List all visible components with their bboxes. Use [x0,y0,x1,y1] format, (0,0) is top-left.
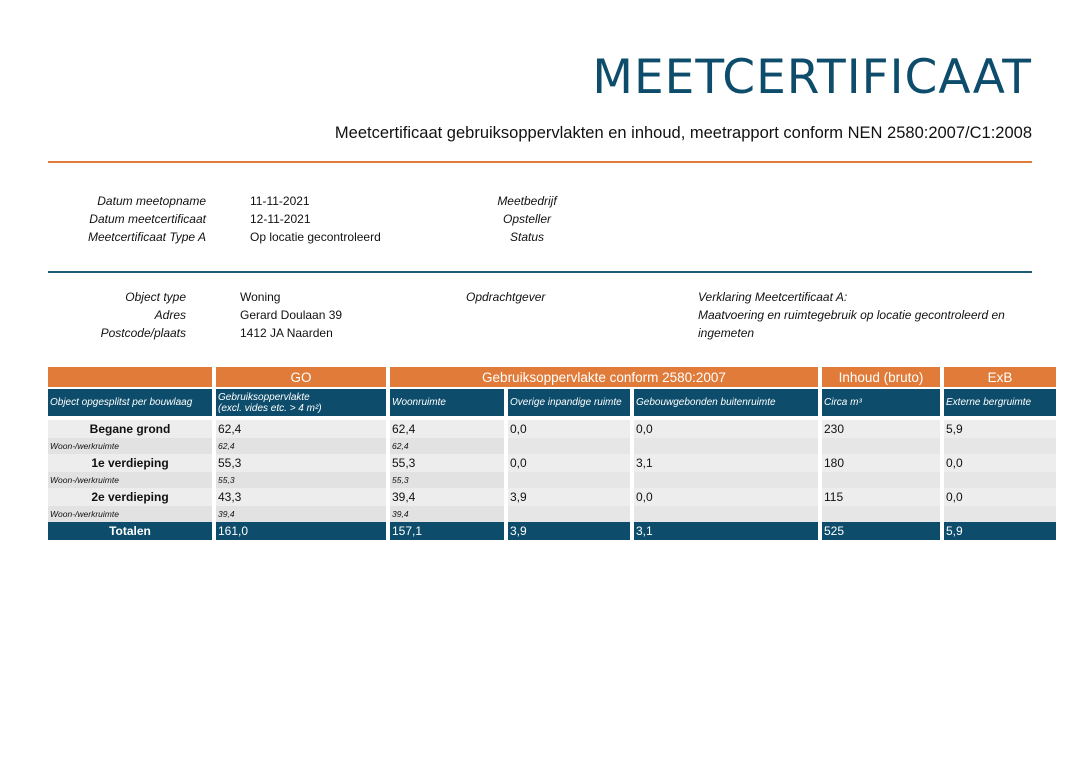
sub-woon: 39,4 [390,506,504,522]
total-buiten: 3,1 [634,522,818,540]
declaration-block [698,288,1018,342]
group-header-go: GO [216,367,386,387]
label-datum-meetcertificaat: Datum meetcertificaat [89,212,206,226]
col-header-go-line2: (excl. vides etc. > 4 m²) [218,402,322,414]
label-status: Status [509,230,545,244]
declaration-label: Verklaring Meetcertificaat A: [698,290,848,304]
sub-label: Woon-/werkruimte [48,438,212,454]
sub-label: Woon-/werkruimte [48,472,212,488]
col-header-go [216,387,386,416]
object-labels [48,288,186,342]
table-subrow [48,438,1056,454]
total-go: 161,0 [216,522,386,540]
total-overig: 3,9 [508,522,630,540]
label-object-type: Object type [125,290,186,304]
cell-woon: 62,4 [390,420,504,438]
cell-exb: 0,0 [944,488,1056,506]
cell-woon: 55,3 [390,454,504,472]
cell-go: 55,3 [216,454,386,472]
floor-label: 2e verdieping [48,488,212,506]
col-header-circa: Circa m³ [822,387,940,416]
sub-woon: 55,3 [390,472,504,488]
total-woon: 157,1 [390,522,504,540]
col-header-object: Object opgesplitst per bouwlaag [48,387,212,416]
total-inhoud: 525 [822,522,940,540]
group-header-inhoud: Inhoud (bruto) [822,367,940,387]
total-exb: 5,9 [944,522,1056,540]
sub-go: 62,4 [216,438,386,454]
table-subrow [48,472,1056,488]
cell-go: 62,4 [216,420,386,438]
cell-woon: 39,4 [390,488,504,506]
declaration-text: Maatvoering en ruimtegebruik op locatie gecontroleerd en ingemeten [698,308,1005,340]
meta-labels-left [48,192,206,246]
cell-overig: 0,0 [508,454,630,472]
label-certificate-type: Meetcertificaat Type A [87,230,206,244]
totals-row [48,522,1056,540]
col-header-externe: Externe bergruimte [944,387,1056,416]
orange-divider [48,161,1032,163]
label-postcode: Postcode/plaats [100,326,186,340]
label-opsteller: Opsteller [502,212,552,226]
cell-go: 43,3 [216,488,386,506]
cell-exb: 0,0 [944,454,1056,472]
col-header-overige: Overige inpandige ruimte [508,387,630,416]
teal-divider [48,271,1032,273]
page-title: MEETCERTIFICAAT [592,50,1032,105]
totals-label: Totalen [48,522,212,540]
meta-values-left [250,192,381,246]
table-row [48,420,1056,438]
value-datum-meetopname: 11-11-2021 [250,194,310,208]
cell-exb: 5,9 [944,420,1056,438]
table-subrow [48,506,1056,522]
cell-inhoud: 180 [822,454,940,472]
sub-woon: 62,4 [390,438,504,454]
col-header-woonruimte: Woonruimte [390,387,504,416]
sub-go: 55,3 [216,472,386,488]
measurement-table [44,367,1060,540]
value-adres: Gerard Doulaan 39 [240,308,343,322]
col-header-go-line1: Gebruiksoppervlakte [218,391,310,403]
label-meetbedrijf: Meetbedrijf [497,194,557,208]
sub-go: 39,4 [216,506,386,522]
value-certificate-type: Op locatie gecontroleerd [250,230,381,244]
page-subtitle: Meetcertificaat gebruiksoppervlakten en inhoud, meetrapport conform NEN 2580:2007/C1:2008 [334,124,1032,142]
table-row [48,488,1056,506]
group-header-blank [48,367,212,387]
group-header-gebruiksoppervlakte: Gebruiksoppervlakte conform 2580:2007 [390,367,818,387]
col-header-buitenruimte: Gebouwgebonden buitenruimte [634,387,818,416]
cell-buiten: 0,0 [634,488,818,506]
label-datum-meetopname: Datum meetopname [97,194,206,208]
cell-overig: 3,9 [508,488,630,506]
column-header-row [48,387,1056,416]
cell-buiten: 3,1 [634,454,818,472]
cell-overig: 0,0 [508,420,630,438]
value-object-type: Woning [240,290,281,304]
floor-label: Begane grond [48,420,212,438]
group-header-row [48,367,1056,387]
cell-buiten: 0,0 [634,420,818,438]
value-postcode: 1412 JA Naarden [240,326,333,340]
group-header-exb: ExB [944,367,1056,387]
label-opdrachtgever: Opdrachtgever [466,290,546,304]
meta-labels-right [460,192,594,246]
cell-inhoud: 115 [822,488,940,506]
floor-label: 1e verdieping [48,454,212,472]
sub-label: Woon-/werkruimte [48,506,212,522]
cell-inhoud: 230 [822,420,940,438]
label-adres: Adres [154,308,186,322]
table-row [48,454,1056,472]
value-datum-meetcertificaat: 12-11-2021 [250,212,311,226]
object-values [240,288,342,342]
